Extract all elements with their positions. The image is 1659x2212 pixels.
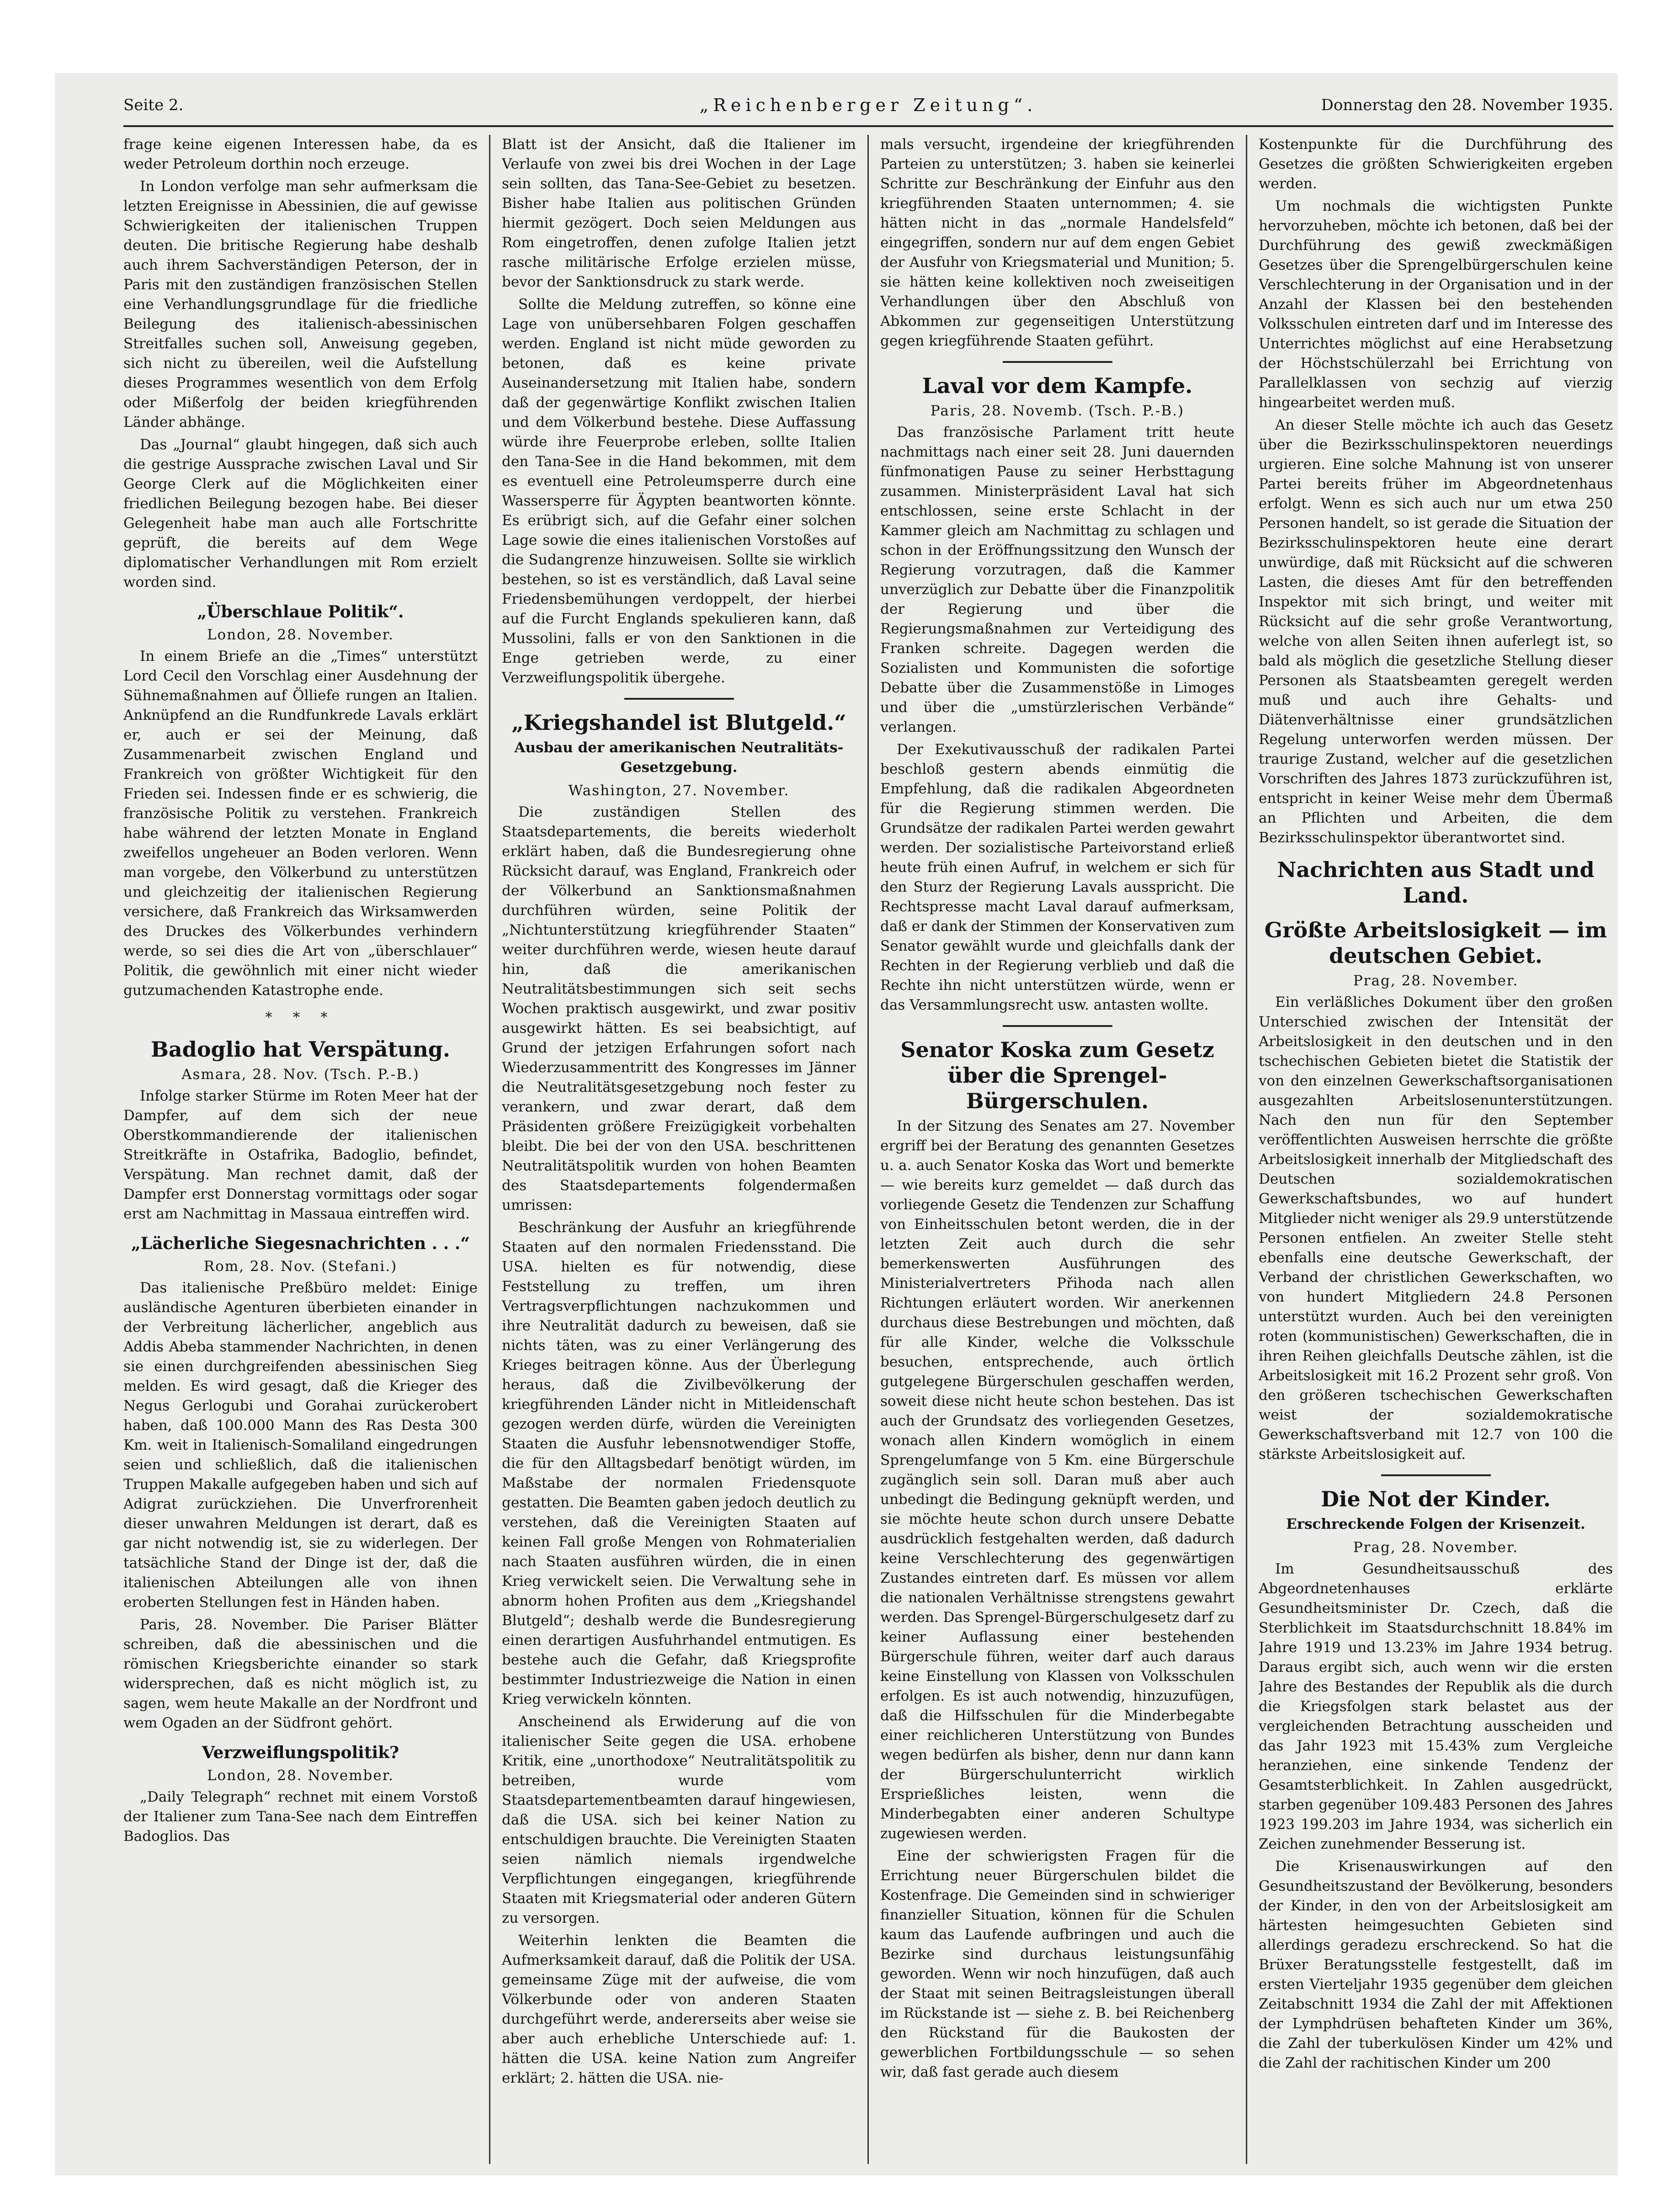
paragraph: Die zuständigen Stellen des Staatsdepartements, die bereits wiederholt erklärt haben, daß die Bundesregierung ohne Rücksicht darauf, was England, Frankreich oder der Völkerbund an Sanktionsmaßnahmen durchführen würden, seine Politik der „Nichtunterstützung kriegführender Staaten“ weiter durchführen werde, wiesen heute darauf hin, daß die amerikanischen Neutralitätsbestimmungen sich seit sechs Wochen praktisch ausgewirkt, und zwar positiv ausgewirkt hätten. Es sei beabsichtigt, auf Grund der jetzigen Erfahrungen sofort nach Wiederzusammentritt des Kongresses im Jänner die Neutralitätsgesetzgebung noch fester zu verankern, und zwar derart, daß dem Präsidenten größere Freizügigkeit vorbehalten bleibt. Die bei der von den USA. beschrittenen Neutralitätspolitik wurden von hohen Beamten des Staatsdepartements folgendermaßen umrissen: xyxy=(502,804,856,1213)
paragraph: Das französische Parlament tritt heute nachmittags nach einer seit 28. Juni dauernden fünfmonatigen Pause zu seiner Herbsttagung zusammen. Ministerpräsident Laval hat sich entschlossen, seine erste Schlacht in der Kammer gleich am Nachmittag zu schlagen und schon in der Eröffnungssitzung den Wunsch der Regierung vorzutragen, daß die Kammer unverzüglich zur Debatte über die Finanzpolitik der Regierung und über die Regierungsmaßnahmen zur Verteidigung des Franken schreite. Dagegen werden die Sozialisten und Kommunisten die sofortige Debatte über die Zusammenstöße in Limoges und über die „umstürzlerischen Verbände“ verlangen. xyxy=(880,424,1234,735)
paragraph: Weiterhin lenkten die Beamten die Aufmerksamkeit darauf, daß die Politik der USA. gemeinsame Züge mit der aufweise, die vom Völkerbunde oder von anderen Staaten durchgeführt werde, andererseits aber weise sie aber auch erhebliche Unterschiede auf: 1. hätten die USA. keine Nation zum Angreifer erklärt; 2. hätten die USA. nie- xyxy=(502,1932,856,2086)
dateline: London, 28. November. xyxy=(207,1767,394,1784)
article-heading: Laval vor dem Kampfe. xyxy=(922,373,1193,398)
paragraph: Die Krisenauswirkungen auf den Gesundheitszustand der Bevölkerung, besonders der Kinder, in den von der Arbeitslosigkeit am härtesten heimgesuchten Gebieten sind allerdings geradezu erschreckend. So hat die Brüxer Beratungsstelle festgestellt, daß im ersten Vierteljahr 1935 gegenüber dem gleichen Zeitabschnitt 1934 die Zahl der mit Affektionen der Lymphdrüsen behafteten Kinder um 36%, die Zahl der tuberkulösen Kinder um 42% und die Zahl der rachitischen Kinder um 200 xyxy=(1259,1858,1613,2071)
article-heading: Badoglio hat Verspätung. xyxy=(150,1037,450,1062)
dateline: Prag, 28. November. xyxy=(1353,973,1519,989)
article-separator xyxy=(1003,1025,1112,1027)
article-heading: Verzweiflungspolitik? xyxy=(202,1743,399,1762)
paragraph: mals versucht, irgendeine der kriegführenden Parteien zu unterstützen; 3. haben sie keinerlei Schritte zur Beschränkung der Einfuhr aus den kriegführenden Staaten unternommen; 4. sie hätten nicht in das „normale Handelsfeld“ eingegriffen, sondern nur auf dem engen Gebiet der Ausfuhr von Kriegsmaterial und Munition; 5. sie hätten keine kollektiven noch zweiseitigen Verhandlungen über den Abschluß von Abkommen zur gegenseitigen Unterstützung gegen kriegführende Staaten geführt. xyxy=(880,136,1234,349)
column-divider xyxy=(867,135,869,2164)
article-subheading: Erschreckende Folgen der Krisenzeit. xyxy=(1286,1516,1585,1532)
paragraph: Paris, 28. November. Die Pariser Blätter schreiben, daß die abessinischen und die römischen Kriegsberichte einander so stark widersprechen, daß es nicht möglich ist, zu sagen, wem heute Makalle an der Nordfront und wem Ogaden an der Südfront gehört. xyxy=(123,1616,478,1731)
paragraph: Im Gesundheitsausschuß des Abgeordnetenhauses erklärte Gesundheitsminister Dr. Czech, daß die Sterblichkeit im Staatsdurchschnitt 18.84% im Jahre 1919 und 13.23% im Jahre 1934 betrug. Daraus ergibt sich, auch wenn wir die ersten Jahre des Bestandes der Republik als die durch die Kriegsfolgen stark belastet aus der vergleichenden Betrachtung ausscheiden und das Jahr 1923 mit 15.43% zum Vergleiche heranziehen, eine sinkende Tendenz der Gesamtsterblichkeit. In Zahlen ausgedrückt, starben gegenüber 109.483 Personen des Jahres 1923 199.203 im Jahre 1934, was sicherlich ein Zeichen zunehmender Besserung ist. xyxy=(1259,1561,1613,1852)
dateline: Rom, 28. Nov. (Stefani.) xyxy=(203,1258,398,1275)
paragraph: Infolge starker Stürme im Roten Meer hat der Dampfer, auf dem sich der neue Oberstkommandierende der italienischen Streitkräfte in Ostafrika, Badoglio, befindet, Verspätung. Man rechnet damit, daß der Dampfer erst Donnerstag vormittags oder sogar erst am Nachmittag in Massaua eintreffen wird. xyxy=(123,1088,478,1222)
paragraph: In London verfolge man sehr aufmerksam die letzten Ereignisse in Abessinien, die auf gewisse Schwierigkeiten der italienischen Truppen deuten. Die britische Regierung habe deshalb auch ihrem Sachverständigen Peterson, der in Paris mit den zuständigen französischen Stellen eine Verhandlungsgrundlage für die friedliche Beilegung des italienisch-abessinischen Streitfalles suchen soll, Anweisung gegeben, sich nicht zu übereilen, weil die Aufstellung dieses Programmes wesentlich von dem Erfolg oder Mißerfolg der beiden kriegführenden Länder abhänge. xyxy=(123,178,478,431)
column-2 xyxy=(502,135,856,2164)
article-heading: „Lächerliche Siegesnachrichten . . .“ xyxy=(131,1234,470,1253)
paragraph: Beschränkung der Ausfuhr an kriegführende Staaten auf den normalen Friedensstand. Die USA. hielten es für notwendig, diese Feststellung zu treffen, um ihren Vertragsverpflichtungen nachzukommen und ihre Neutralität dadurch zu beweisen, daß sie nichts täten, was zu einer Verlängerung des Krieges beitragen könne. Aus der Überlegung heraus, daß die Zivilbevölkerung der kriegführenden Länder nicht in Mitleidenschaft gezogen werden dürfe, würden die Vereinigten Staaten die Ausfuhr lebensnotwendiger Stoffe, die für den Alltagsbedarf benötigt würden, im Maßstabe der normalen Friedensquote gestatten. Die Beamten gaben jedoch deutlich zu verstehen, daß die Vereinigten Staaten auf keinen Fall große Mengen von Rohmaterialien nach Staaten ausführen würden, die in einen Krieg verwickelt seien. Die Verwaltung sehe in abnorm hohen Profiten aus dem „Kriegshandel Blutgeld“; deshalb werde die Bundesregierung einen derartigen Ausfuhrhandel entmutigen. Es bestehe auch die Gefahr, daß Kriegsprofite bestimmter Industriezweige die Nation in einen Krieg verwickeln könnten. xyxy=(502,1219,856,1707)
article-separator xyxy=(1003,361,1112,363)
dateline: Prag, 28. November. xyxy=(1353,1539,1519,1556)
paragraph: frage keine eigenen Interessen habe, da es weder Petroleum dorthin noch erzeuge. xyxy=(123,136,478,172)
paragraph: Ein verläßliches Dokument über den großen Unterschied zwischen der Intensität der Arbeitslosigkeit in den deutschen und in den tschechischen Gebieten bietet die Statistik der von den einzelnen Gewerkschaftsorganisationen ausgezahlten Arbeitslosenunterstützungen. Nach den nun für den September veröffentlichten Ausweisen herrschte die größte Arbeitslosigkeit innerhalb der Mitgliedschaft des Deutschen sozialdemokratischen Gewerkschaftsbundes, wo auf hundert Mitglieder nicht weniger als 29.9 unterstützende Personen entfielen. An zweiter Stelle steht ebenfalls eine deutsche Gewerkschaft, der Verband der christlichen Gewerkschaften, wo von hundert Mitgliedern 24.8 Personen unterstützt wurden. Auch bei den vereinigten roten (kommunistischen) Gewerkschaften, die in ihren Reihen gleichfalls Deutsche zählen, ist die Arbeitslosigkeit mit 16.2 Prozent sehr groß. Von den größeren tschechischen Gewerkschaften weist der sozialdemokratische Gewerkschaftsverband mit 12.7 von 100 die stärkste Arbeitslosigkeit auf. xyxy=(1259,994,1613,1462)
masthead xyxy=(123,87,1613,123)
paragraph: Das italienische Preßbüro meldet: Einige ausländische Agenturen überbieten einander in der Verbreitung lächerlicher, angeblich aus Addis Abeba stammender Nachrichten, in denen sie einen durchgreifenden abessinischen Sieg melden. Es wird gesagt, daß die Krieger des Negus Gerlogubi und Gorahai zurückerobert haben, daß 100.000 Mann des Ras Desta 300 Km. weit in Italienisch-Somaliland eingedrungen seien und schließlich, daß die italienischen Truppen Makalle aufgegeben haben und sich auf Adigrat zurückziehen. Die Unverfrorenheit dieser unwahren Meldungen ist derart, daß es gar nicht notwendig ist, sie zu widerlegen. Der tatsächliche Stand der Dinge ist der, daß die italienischen Abteilungen alle von ihnen eroberten Stellungen fest in Händen haben. xyxy=(123,1280,478,1611)
article-heading: „Kriegshandel ist Blutgeld.“ xyxy=(511,710,846,735)
paragraph: Um nochmals die wichtigsten Punkte hervorzuheben, möchte ich betonen, daß bei der Durchführung des gewiß zweckmäßigen Gesetzes über die Sprengelbürgerschulen keine Verschlechterung in der Organisation und in der Anzahl der Klassen bei den bestehenden Volksschulen eintreten darf und im Interesse des Unterrichtes möglichst auf eine Herabsetzung der Höchstschülerzahl bei Errichtung von Parallelklassen von sechzig auf vierzig hingearbeitet werden muß. xyxy=(1259,198,1613,411)
section-ornament: * * * xyxy=(265,1010,336,1026)
article-heading: Die Not der Kinder. xyxy=(1321,1487,1551,1511)
section-heading: Nachrichten aus Stadt und Land. xyxy=(1277,857,1595,908)
paragraph: Der Exekutivausschuß der radikalen Partei beschloß gestern abends einmütig die Empfehlung, daß die radikalen Abgeordneten für die Regierung stimmen werden. Die Grundsätze der radikalen Partei werden gewahrt werden. Der sozialistische Parteivorstand erließ heute früh einen Aufruf, in welchem er sich für den Sturz der Regierung Lavals ausspricht. Die Rechtspresse macht Laval darauf aufmerksam, daß er dank der Stimmen der Konservativen zum Senator gewählt wurde und gleichfalls dank der Rechten in der Regierung verblieb und daß die Rechte ihn nicht unterstützen würde, wenn er das Versammlungsrecht usw. antasten wollte. xyxy=(880,741,1234,1013)
paragraph: Anscheinend als Erwiderung auf die von italienischer Seite gegen die USA. erhobene Kritik, eine „unorthodoxe“ Neutralitätspolitik zu betreiben, wurde vom Staatsdepartementbeamten darauf hingewiesen, daß die USA. sich bei keiner Nation zu entschuldigen brauchte. Die Vereinigten Staaten seien nämlich niemals irgendwelche Verpflichtungen eingegangen, kriegführende Staaten mit Kriegsmaterial oder anderen Gütern zu versorgen. xyxy=(502,1713,856,1926)
paragraph: Das „Journal“ glaubt hingegen, daß sich auch die gestrige Aussprache zwischen Laval und Sir George Clerk auf die Möglichkeiten einer friedlichen Beilegung bezogen habe. Bei dieser Gelegenheit habe man auch alle Fortschritte geprüft, die bereits auf dem Wege diplomatischer Verhandlungen mit Rom erzielt worden sind. xyxy=(123,436,478,590)
column-divider xyxy=(489,135,490,2164)
masthead-rule xyxy=(123,125,1613,127)
dateline: London, 28. November. xyxy=(207,627,394,643)
article-heading: Senator Koska zum Gesetz über die Sprengel-Bürgerschulen. xyxy=(900,1037,1214,1113)
article-heading: Größte Arbeitslosigkeit — im deutschen Gebiet. xyxy=(1264,918,1607,968)
paragraph: „Daily Telegraph“ rechnet mit einem Vorstoß der Italiener zum Tana-See nach dem Eintreffen Badoglios. Das xyxy=(123,1789,478,1845)
dateline: Paris, 28. Novemb. (Tsch. P.-B.) xyxy=(930,403,1185,419)
issue-date: Donnerstag den 28. November 1935. xyxy=(1321,96,1613,114)
paragraph: An dieser Stelle möchte ich auch das Gesetz über die Bezirksschulinspektoren neuerdings urgieren. Eine solche Mahnung ist von unserer Partei bereits früher im Abgeordnetenhaus erfolgt. Wenn es sich auch nur um etwa 250 Personen handelt, so ist gerade die Situation der Bezirksschulinspektoren heute eine derart unwürdige, daß mit Rücksicht auf die schweren Lasten, die dieses Amt für den betreffenden Inspektor mit sich bringt, und weiter mit Rücksicht auf die sehr große Verantwortung, welche von allen Seiten ihnen auferlegt ist, so bald als möglich die gesetzliche Stellung dieser Personen als Staatsbeamten geregelt werden muß und auch ihre Gehalts- und Diätenverhältnisse einer grundsätzlichen Regelung unterworfen werden müssen. Der traurige Zustand, welcher auf die gesetzlichen Vorschriften des Jahres 1873 zurückzuführen ist, entspricht in keiner Weise mehr dem Übermaß an Pflichten und Arbeiten, die dem Bezirksschulinspektor überantwortet sind. xyxy=(1259,417,1613,846)
paragraph: Kostenpunkte für die Durchführung des Gesetzes die größten Schwierigkeiten ergeben werden. xyxy=(1259,136,1613,192)
paragraph: Sollte die Meldung zutreffen, so könne eine Lage von unübersehbaren Folgen geschaffen werden. England ist nicht müde geworden zu betonen, daß es keine private Auseinandersetzung mit Italien habe, sondern daß der gegenwärtige Konflikt zwischen Italien und dem Völkerbund bestehe. Diese Auffassung würde ihre Feuerprobe erleben, sollte Italien den Tana-See in die Hand bekommen, mit dem es eventuell eine Petroleumsperre durch eine Wassersperre für Ägypten beantworten könnte. Es erübrigt sich, auf die Gefahr einer solchen Lage sowie die eines italienischen Vorstoßes auf die Sudangrenze hinzuweisen. Sollte sie wirklich bestehen, so ist es verständlich, daß Laval seine Friedensbemühungen verdoppelt, der hierbei auf die Furcht Englands spekulieren kann, daß Mussolini, falls er von den Sanktionen in die Enge getrieben werde, zu einer Verzweiflungspolitik übergehe. xyxy=(502,296,856,686)
paragraph: Eine der schwierigsten Fragen für die Errichtung neuer Bürgerschulen bildet die Kostenfrage. Die Gemeinden sind in schwieriger finanzieller Situation, können für die Schulen kaum das Laufende aufbringen und auch die Bezirke sind durchaus leistungsunfähig geworden. Wenn wir noch hinzufügen, daß auch der Staat mit seinen Beitragsleistungen überall im Rückstande ist — siehe z. B. bei Reichenberg den Rückstand für die Baukosten der gewerblichen Fortbildungsschule — so sehen wir, daß fast gerade auch diesem xyxy=(880,1848,1234,2080)
paragraph: In einem Briefe an die „Times“ unterstützt Lord Cecil den Vorschlag einer Ausdehnung der Sühnemaßnahmen auf Ölliefe rungen an Italien. Anknüpfend an die Rundfunkrede Lavals erklärt er, auch er sei der Meinung, daß Zusammenarbeit zwischen England und Frankreich von größter Wichtigkeit für den Frieden sei. Indessen finde er es schwierig, die französische Politik zu verstehen. Frankreich habe während der letzten Monate in England zweifellos ungeheuer an Boden verloren. Wenn man vorgebe, den Völkerbund zu unterstützen und gleichzeitig der italienischen Regierung versichere, daß Frankreich das Wirksamwerden des Druckes des Völkerbundes verhindern werde, so sei dies die Art von „überschlauer“ Politik, die gewöhnlich mit einer nicht wieder gutzumachenden Katastrophe ende. xyxy=(123,648,478,999)
page-number: Seite 2. xyxy=(123,96,184,114)
column-divider xyxy=(1246,135,1247,2164)
article-subheading: Ausbau der amerikanischen Neutralitäts-Gesetzgebung. xyxy=(514,739,844,776)
newspaper-page xyxy=(123,87,1613,2171)
column-3 xyxy=(880,135,1234,2164)
column-1 xyxy=(123,135,478,2164)
article-heading: „Überschlaue Politik“. xyxy=(197,602,404,622)
dateline: Washington, 27. November. xyxy=(568,782,790,799)
dateline: Asmara, 28. Nov. (Tsch. P.-B.) xyxy=(181,1066,420,1083)
paragraph: In der Sitzung des Senates am 27. November ergriff bei der Beratung des genannten Gesetzes u. a. auch Senator Koska das Wort und bemerkte — wie bereits kurz gemeldet — daß durch das vorliegende Gesetz die Tendenzen zur Schaffung von Einheitsschulen betont werden, die in der letzten Zeit auch durch die sehr bemerkenswerten Ausführungen des Ministerialvertreters Přihoda nach allen Richtungen erläutert worden. Wir anerkennen durchaus diese Bestrebungen und möchten, daß für alle Kinder, welche die Volksschule besuchen, entsprechende, auch örtlich gutgelegene Bürgerschulen geschaffen werden, soweit diese nicht heute schon bestehen. Das ist auch der Grundsatz des vorliegenden Gesetzes, wonach allen Kindern womöglich in einem Sprengelumfange von 5 Km. eine Bürgerschule zugänglich sein soll. Daran muß aber auch unbedingt die Bedingung geknüpft werden, und sie möchte heute schon durch unsere Debatte ausdrücklich festgehalten werden, daß dadurch keine Verschlechterung des gegenwärtigen Zustandes eintreten darf. Es müssen vor allem die nationalen Verhältnisse strengstens gewahrt werden. Das Sprengel-Bürgerschulgesetz darf zu keiner Auflassung einer bestehenden Bürgerschule führen, weiter darf auch daraus keine Einstellung von Klassen von Volksschulen erfolgen. Es ist auch notwendig, hinzuzufügen, daß die Hilfsschulen für die Minderbegabte einer reichlicheren Unterstützung von Bundes wegen bedürfen als bisher, denn nur dann kann der Bürgerschulunterricht wirklich Ersprießliches leisten, wenn die Minderbegabten einer anderen Schultype zugewiesen werden. xyxy=(880,1118,1234,1842)
paragraph: Blatt ist der Ansicht, daß die Italiener im Verlaufe von zwei bis drei Wochen in der Lage sein sollten, das Tana-See-Gebiet zu besetzen. Bisher habe Italien aus politischen Gründen hiermit gezögert. Doch seien Meldungen aus Rom eingetroffen, denen zufolge Italien jetzt rasche militärische Erfolge erzielen müsse, bevor der Sanktionsdruck zu stark werde. xyxy=(502,136,856,290)
newspaper-title: „Reichenberger Zeitung“. xyxy=(699,95,1037,115)
column-4 xyxy=(1259,135,1613,2164)
article-separator xyxy=(1381,1474,1491,1476)
article-separator xyxy=(624,698,734,700)
